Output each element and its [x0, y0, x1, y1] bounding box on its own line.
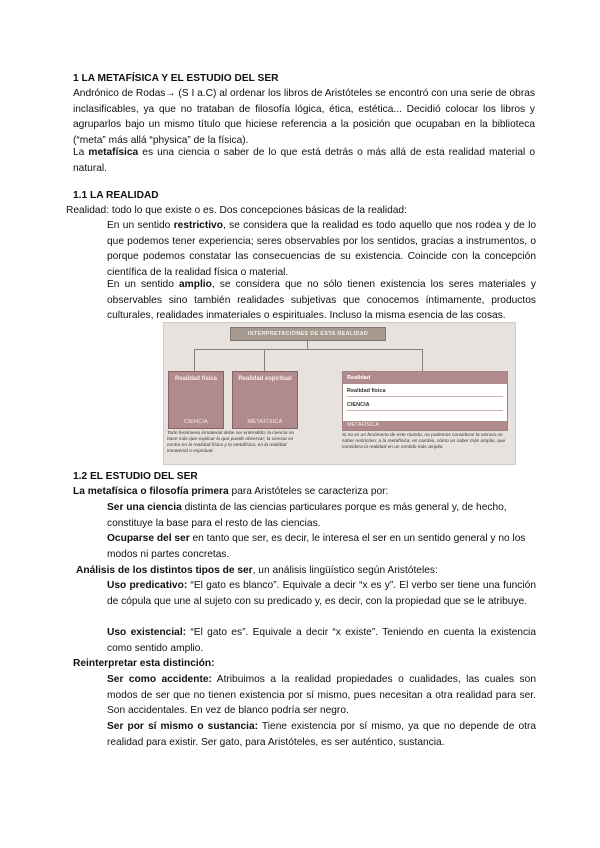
uso-predicativo: Uso predicativo: “El gato es blanco”. Equivale a decir “x es y”. El verbo ser tiene una función de cópula que une al sujeto con su predicado y, es decir, con la propiedad que se le atribuye.	[107, 580, 536, 607]
ser-una-ciencia: Ser una ciencia distinta de las ciencias particulares porque es más general y, de hecho, constituye la base para el resto de las ciencias.	[107, 502, 507, 529]
uso-existencial: Uso existencial: “El gato es”. Equivale a decir “x existe”. Teniendo en cuenta la existencia como sentido amplio.	[107, 627, 536, 654]
connector-line	[194, 349, 195, 371]
realidad-intro: Realidad: todo lo que existe o es. Dos concepciones básicas de la realidad:	[66, 205, 407, 216]
ser-como-accidente: Ser como accidente: Atribuimos a la realidad propiedades o cualidades, las cuales son modos de ser que no tienen existencia por sí mismo, pues necesitan a otra realidad para ser. Son accidentales. En vez de blanco podría ser negro.	[107, 674, 536, 717]
box-realidad-espiritual: Realidad espiritual METAFÍSICA	[232, 371, 298, 429]
section-1-2-title: 1.2 EL ESTUDIO DEL SER	[73, 471, 198, 482]
caption-left: Todo fenómeno inmaterial debe ser entendido; la ciencia no hace más que explicar lo que puede observar; la ciencia se centra en la realidad física y la metafísica, en la realidad inmaterial o espiritual.	[167, 431, 295, 454]
sentido-restrictivo: En un sentido restrictivo, se considera que la realidad es todo aquello que nos rodea y de lo que podemos tener experiencia; seres observables por los sentidos, gracias a instrumentos, o porque podemos constatar las consecuencias de su existencia. Coincide con la concepción científica de la realidad física o material.	[107, 220, 536, 278]
diagram-heading: INTERPRETACIONES DE ESTA REALIDAD	[230, 327, 386, 341]
caption-right: Si no es un fenómeno de este mundo, no podemos considerar la ciencia un saber restrictivo; a la metafísica, en cambio, cómo un saber más amplio, que considera la realidad en un sentido más amplio.	[342, 433, 506, 450]
metafisica-lead: La metafísica o filosofía primera para Aristóteles se caracteriza por:	[73, 486, 389, 497]
ocuparse-del-ser: Ocuparse del ser en tanto que ser, es decir, le interesa el ser en un sentido general y no los modos ni partes concretas.	[107, 533, 526, 560]
box-realidad-amplia: Realidad Realidad física CIENCIA METAFÍSICA	[342, 371, 508, 431]
realidad-diagram	[163, 322, 516, 465]
reinterpretar-title: Reinterpretar esta distinción:	[73, 658, 215, 669]
ser-sustancia: Ser por sí mismo o sustancia: Tiene existencia por sí mismo, ya que no depende de otra realidad para existir. Ser gato, para Aristóteles, es ser auténtico, sustancia.	[107, 721, 536, 748]
box-realidad-fisica: Realidad física CIENCIA	[168, 371, 224, 429]
sentido-amplio: En un sentido amplio, se considera que no sólo tienen existencia los seres materiales y observables sino también realidades subjetivas que conocemos íntimamente, productos culturales, realidades inmateriales o espirituales. Incluso la misma esencia de las cosas.	[107, 279, 536, 322]
connector-line	[264, 349, 265, 371]
connector-line	[422, 349, 423, 371]
metafisica-definition: La metafísica es una ciencia o saber de lo que está detrás o más allá de esta realidad material o natural.	[73, 147, 535, 174]
connector-line	[307, 341, 308, 349]
section-1-title: 1 LA METAFÍSICA Y EL ESTUDIO DEL SER	[73, 73, 279, 84]
andronico-paragraph: Andrónico de Rodas→ (S I a.C) al ordenar los libros de Aristóteles se encontró con una serie de obras inclasificables, ya que no trataban de filosofía lógica, ética, estética... Decidió colocar los libros y agruparlos bajo un mismo título que hiciese referencia a la posición que ocupaban en la biblioteca (“meta” más allá “physica” de la física).	[73, 88, 535, 146]
connector-line	[194, 349, 422, 350]
analisis-tipos-ser: Análisis de los distintos tipos de ser, un análisis lingüístico según Aristóteles:	[76, 565, 438, 576]
section-1-1-title: 1.1 LA REALIDAD	[73, 190, 159, 201]
